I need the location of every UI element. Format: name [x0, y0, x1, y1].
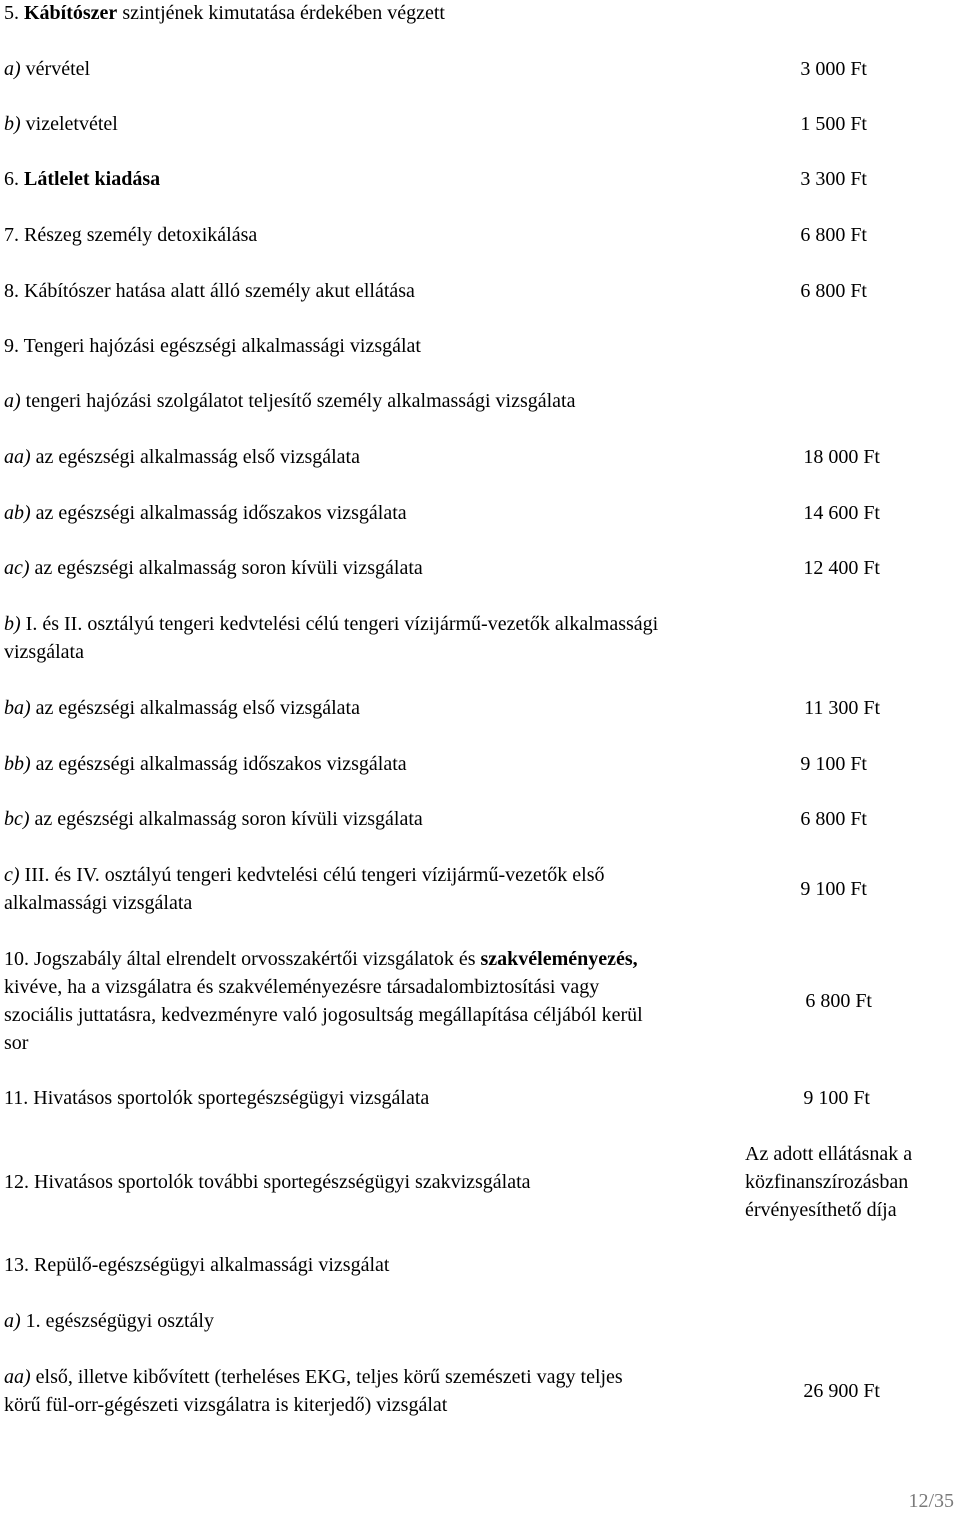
item-9bc-label: bc) az egészségi alkalmasság soron kívüli vizsgálata	[4, 808, 423, 830]
item-9aa-price: 18 000 Ft	[803, 446, 880, 468]
item-5b-price: 1 500 Ft	[800, 113, 867, 135]
item-5a-price: 3 000 Ft	[800, 58, 867, 80]
item-12-price-line-1: Az adott ellátásnak a	[745, 1143, 913, 1165]
item-12-label: 12. Hivatásos sportolók további sportegészségügyi szakvizsgálata	[4, 1171, 531, 1193]
item-5b-label: b) vizeletvétel	[4, 113, 118, 135]
item-13aa-label-cont: körű fül-orr-gégészeti vizsgálatra is kiterjedő) vizsgálat	[4, 1394, 448, 1416]
item-11-price: 9 100 Ft	[803, 1087, 870, 1109]
item-9bb-price: 9 100 Ft	[800, 753, 867, 775]
item-7-price: 6 800 Ft	[800, 224, 867, 246]
item-5a-label: a) vérvétel	[4, 58, 91, 80]
item-9ab-label: ab) az egészségi alkalmasság időszakos vizsgálata	[4, 502, 407, 524]
item-10-price: 6 800 Ft	[805, 990, 872, 1012]
item-13aa-label: aa) első, illetve kibővített (terheléses EKG, teljes körű szemészeti vagy teljes	[4, 1366, 623, 1388]
item-9aa-label: aa) az egészségi alkalmasság első vizsgálata	[4, 446, 360, 468]
item-9ac-price: 12 400 Ft	[803, 557, 880, 579]
item-6-label: 6. Látlelet kiadása	[4, 168, 161, 190]
item-13aa-price: 26 900 Ft	[803, 1380, 880, 1402]
item-9ac-label: ac) az egészségi alkalmasság soron kívüli vizsgálata	[4, 557, 423, 579]
item-9c-label: c) III. és IV. osztályú tengeri kedvtelési célú tengeri vízijármű-vezetők első	[4, 864, 605, 886]
item-11-label: 11. Hivatásos sportolók sportegészségügyi vizsgálata	[4, 1087, 430, 1109]
item-13a-heading: a) 1. egészségügyi osztály	[4, 1310, 214, 1332]
item-9bb-label: bb) az egészségi alkalmasság időszakos vizsgálata	[4, 753, 407, 775]
item-6-price: 3 300 Ft	[800, 168, 867, 190]
page-number: 12/35	[908, 1490, 954, 1512]
item-12-price-line-2: közfinanszírozásban	[745, 1171, 909, 1193]
item-9bc-price: 6 800 Ft	[800, 808, 867, 830]
item-9a-heading: a) tengeri hajózási szolgálatot teljesítő személy alkalmassági vizsgálata	[4, 390, 576, 412]
item-8-price: 6 800 Ft	[800, 280, 867, 302]
item-9ab-price: 14 600 Ft	[803, 502, 880, 524]
item-9c-price: 9 100 Ft	[800, 878, 867, 900]
item-8-label: 8. Kábítószer hatása alatt álló személy akut ellátása	[4, 280, 415, 302]
item-9c-label-cont: alkalmassági vizsgálata	[4, 892, 193, 914]
item-9ba-label: ba) az egészségi alkalmasság első vizsgálata	[4, 697, 360, 719]
item-10-line-4: sor	[4, 1032, 29, 1054]
item-9-heading: 9. Tengeri hajózási egészségi alkalmassági vizsgálat	[4, 335, 421, 357]
item-10-line-3: szociális juttatásra, kedvezményre való jogosultság megállapítása céljából kerül	[4, 1004, 643, 1026]
item-9b-heading: b) I. és II. osztályú tengeri kedvtelési célú tengeri vízijármű-vezetők alkalmassági	[4, 613, 659, 635]
item-9b-heading-cont: vizsgálata	[4, 641, 84, 663]
item-13-heading: 13. Repülő-egészségügyi alkalmassági vizsgálat	[4, 1254, 390, 1276]
item-10-line-1: 10. Jogszabály által elrendelt orvosszakértői vizsgálatok és szakvéleményezés,	[4, 948, 638, 970]
item-7-label: 7. Részeg személy detoxikálása	[4, 224, 258, 246]
item-10-line-2: kivéve, ha a vizsgálatra és szakvéleményezésre társadalombiztosítási vagy	[4, 976, 600, 998]
item-5-heading: 5. Kábítószer szintjének kimutatása érdekében végzett	[4, 2, 445, 24]
item-12-price-line-3: érvényesíthető díja	[745, 1199, 897, 1221]
item-9ba-price: 11 300 Ft	[804, 697, 880, 719]
